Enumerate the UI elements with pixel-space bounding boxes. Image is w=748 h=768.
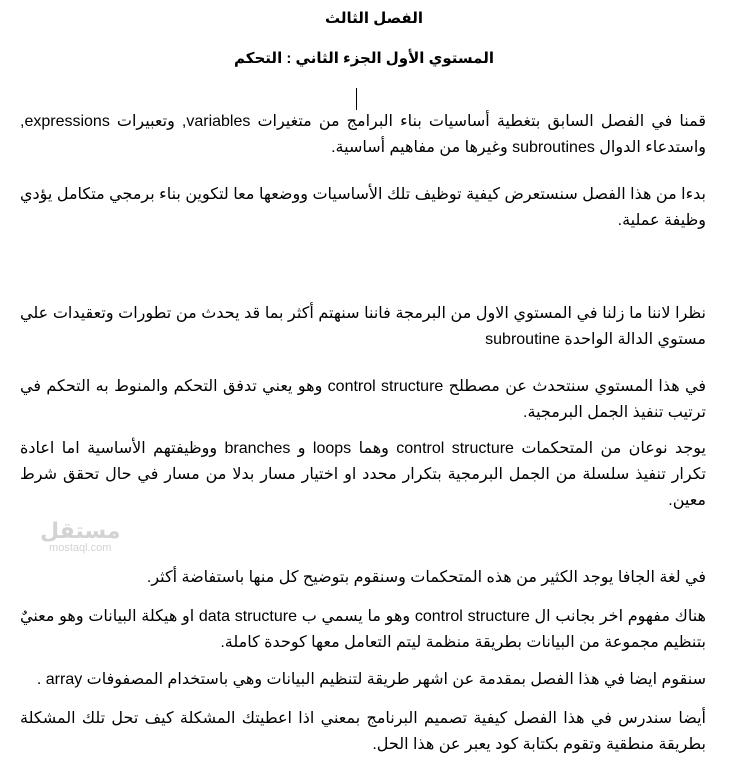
paragraph-9: أيضا سندرس في هذا الفصل كيفية تصميم البرنامج بمعني اذا اعطيتك المشكلة كيف تحل تلك المشكلة بطريقة منطقية وتقوم بكتابة كود يعبر عن هذا الحل. <box>20 710 707 753</box>
watermark-logo: مستقل <box>40 518 121 543</box>
section-subtitle: المستوي الأول الجزء الثاني : التحكم <box>234 50 494 67</box>
paragraph-8: سنقوم ايضا في هذا الفصل بمقدمة عن اشهر طريقة لتنظيم البيانات وهي باستخدام المصفوفات array . <box>36 671 706 688</box>
paragraph-7: هناك مفهوم اخر بجانب ال control structure وهو ما يسمي ب data structure او هيكلة البيانات وهو معنيٌ بتنظيم مجموعة من البيانات بطريقة منظمة ليتم التعامل معها كوحدة كاملة. <box>20 608 706 651</box>
paragraph-2: بدءا من هذا الفصل سنستعرض كيفية توظيف تلك الأساسيات ووضعها معا لتكوين بناء برمجي متكامل يؤدي وظيفة عملية. <box>20 186 706 229</box>
paragraph-4: في هذا المستوي سنتحدث عن مصطلح control structure وهو يعني تدفق التحكم والمنوط به التحكم في ترتيب تنفيذ الجمل البرمجية. <box>20 378 707 421</box>
paragraph-3: نظرا لاننا ما زلنا في المستوي الاول من البرمجة فاننا سنهتم أكثر بما قد يحدث من تطورات وتعقيدات علي مستوي الدالة الواحدة subroutine <box>20 305 706 348</box>
paragraph-6: في لغة الجافا يوجد الكثير من هذه المتحكمات وسنقوم بتوضيح كل منها باستفاضة أكثر. <box>146 569 706 586</box>
watermark-site: mostaql.com <box>49 542 112 554</box>
paragraph-1: قمنا في الفصل السابق بتغطية أساسيات بناء البرامج من متغيرات variables, وتعبيرات expressions, واستدعاء الدوال subroutines وغيرها من مفاهيم أساسية. <box>20 113 706 156</box>
chapter-title: الفصل الثالث <box>325 10 423 27</box>
text-cursor <box>356 88 357 110</box>
paragraph-5: يوجد نوعان من المتحكمات control structure وهما loops و branches ووظيفتهم الأساسية اما اعادة تكرار تنفيذ سلسلة من الجمل البرمجية بتكرار محدد او اختيار مسار بدلا من مسار في حال تحقق شرط معين. <box>20 440 706 509</box>
watermark <box>40 520 120 554</box>
